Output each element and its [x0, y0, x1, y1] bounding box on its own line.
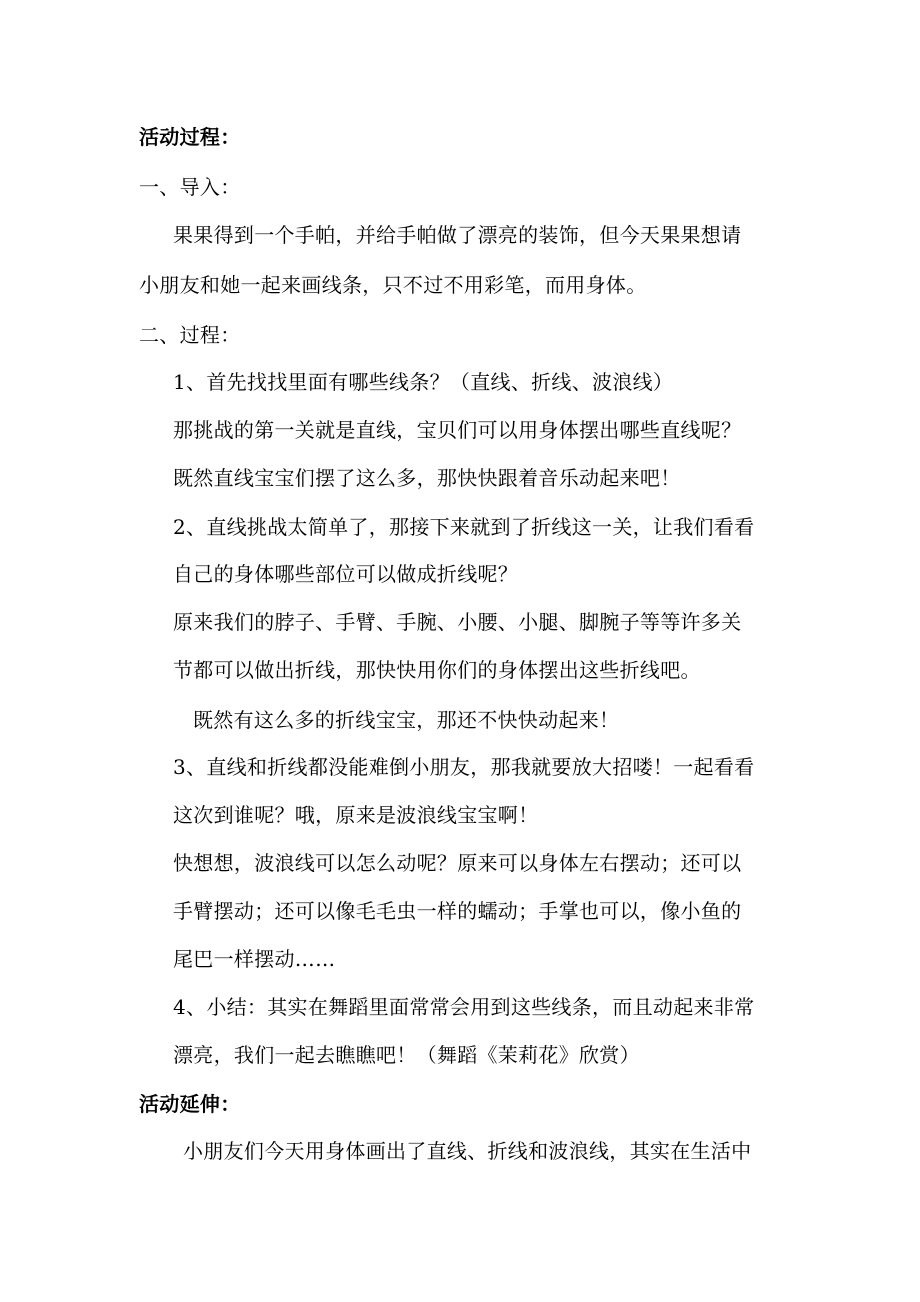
step1-line: 那挑战的第一关就是直线，宝贝们可以用身体摆出哪些直线呢？ [173, 418, 742, 442]
step3-line: 这次到谁呢？哦，原来是波浪线宝宝啊！ [173, 803, 539, 827]
step2-line: 既然有这么多的折线宝宝，那还不快快动起来！ [193, 708, 620, 732]
step1-line: 既然直线宝宝们摆了这么多，那快快跟着音乐动起来吧！ [173, 466, 681, 490]
step2-line: 原来我们的脖子、手臂、手腕、小腰、小腿、脚腕子等等许多关 [173, 610, 742, 634]
intro-paragraph-line: 小朋友和她一起来画线条，只不过不用彩笔，而用身体。 [139, 273, 647, 297]
step2-line: 节都可以做出折线，那快快用你们的身体摆出这些折线吧。 [173, 658, 701, 682]
step3-line: 快想想，波浪线可以怎么动呢？原来可以身体左右摆动；还可以 [173, 851, 742, 875]
extension-line: 小朋友们今天用身体画出了直线、折线和波浪线，其实在生活中 [183, 1139, 752, 1163]
step3-line: 尾巴一样摆动…… [173, 947, 336, 971]
step4-line: 漂亮，我们一起去瞧瞧吧！（舞蹈《茉莉花》欣赏） [173, 1043, 640, 1067]
section-title-process: 二、过程： [139, 323, 241, 347]
section-title-intro: 一、导入： [139, 175, 241, 199]
heading-activity-extension: 活动延伸： [139, 1092, 241, 1116]
step1-line: 1、首先找找里面有哪些线条？（直线、折线、波浪线） [173, 370, 674, 394]
step2-line: 2、直线挑战太简单了，那接下来就到了折线这一关，让我们看看 [173, 515, 755, 539]
step2-line: 自己的身体哪些部位可以做成折线呢？ [173, 562, 519, 586]
heading-activity-process: 活动过程： [139, 125, 241, 149]
intro-paragraph-line: 果果得到一个手帕，并给手帕做了漂亮的装饰，但今天果果想请 [173, 223, 742, 247]
step3-line: 3、直线和折线都没能难倒小朋友，那我就要放大招喽！一起看看 [173, 755, 755, 779]
step4-line: 4、小结：其实在舞蹈里面常常会用到这些线条，而且动起来非常 [173, 995, 755, 1019]
step3-line: 手臂摆动；还可以像毛毛虫一样的蠕动；手掌也可以，像小鱼的 [173, 899, 742, 923]
